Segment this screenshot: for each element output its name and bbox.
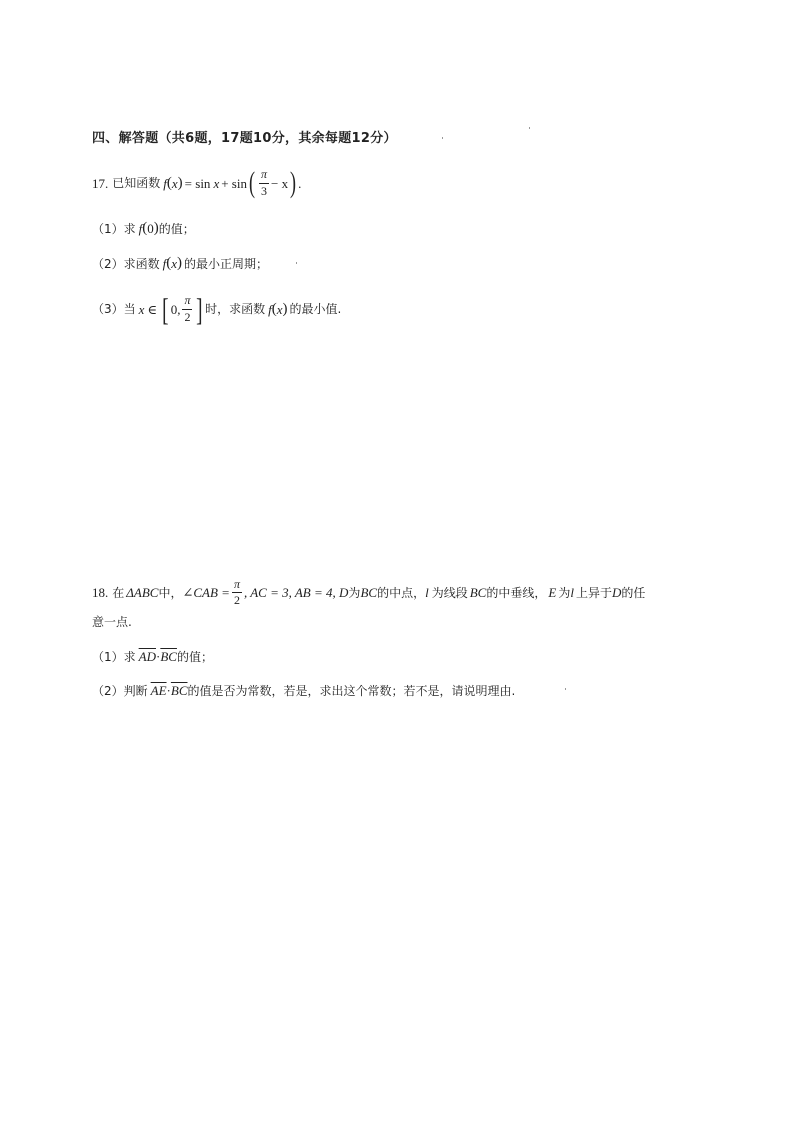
q18-text-5: 的中点， bbox=[377, 585, 426, 600]
q17-part2-label: （2）求函数 bbox=[92, 256, 160, 271]
q18-frac-pi-2: $\frac{\pi}{2}$ bbox=[233, 577, 240, 608]
q18-text-1: 在 bbox=[112, 585, 125, 600]
q17-frac-pi-2: $\frac{\pi}{2}$ bbox=[184, 293, 191, 324]
q18-number: 18. bbox=[92, 585, 109, 601]
q18-text-9: 上异于 bbox=[575, 585, 612, 600]
q17-part1-label: （1）求 bbox=[92, 221, 136, 236]
q18-stem-line2 bbox=[92, 616, 132, 628]
q18-line2-text: 意一点. bbox=[92, 615, 132, 629]
q18-part2 bbox=[92, 684, 515, 697]
q17-part3 bbox=[92, 293, 341, 325]
q18-text-8: 为 bbox=[558, 585, 571, 600]
q17-part1-expr: f ( 0 ) bbox=[138, 220, 159, 236]
q17-frac-pi-3: $\frac{\pi}{3}$ bbox=[260, 167, 267, 198]
q18-l-1: l bbox=[425, 585, 429, 601]
q17-stem bbox=[92, 168, 301, 198]
q18-text-10: 的任 bbox=[621, 585, 646, 600]
q18-d: D bbox=[611, 585, 622, 601]
q18-text-2: 中， bbox=[158, 585, 183, 600]
q18-bc-2: BC bbox=[469, 585, 487, 601]
q17-part3-interval: x ∈ [ 0, $\frac{\pi}{2}$ ] bbox=[138, 291, 203, 327]
q18-conditions: ∠CAB = $\frac{\pi}{2}$ , AC = 3, AB = 4, D bbox=[182, 577, 349, 608]
q17-part3-tail: 的最小值. bbox=[289, 302, 342, 316]
q18-text-6: 为线段 bbox=[431, 585, 468, 600]
q18-part1-tail: 的值； bbox=[176, 649, 213, 664]
q18-text-7: 的中垂线， bbox=[486, 585, 547, 600]
q17-stem-prefix: 已知函数 bbox=[112, 176, 161, 190]
q18-text-4: 为 bbox=[348, 585, 361, 600]
q17-part3-mid: 时，求函数 bbox=[205, 302, 266, 316]
q18-part1-label: （1）求 bbox=[92, 649, 136, 664]
q17-number: 17. bbox=[92, 175, 109, 191]
q18-e: E bbox=[548, 585, 557, 601]
q17-part1 bbox=[92, 221, 195, 236]
q18-triangle: ΔABC bbox=[126, 585, 159, 601]
q17-part2-expr: f ( x ) bbox=[162, 255, 183, 271]
scan-mark bbox=[565, 688, 566, 690]
q18-stem-line1 bbox=[92, 578, 645, 607]
q18-part2-label: （2）判断 bbox=[92, 683, 148, 698]
q18-part2-expr: $\overline{AE}$ · $\overline{BC}$ bbox=[150, 683, 188, 698]
q18-part1-expr: $\overline{AD}$ · $\overline{BC}$ bbox=[138, 649, 177, 664]
q17-part2-tail: 的最小正周期； bbox=[184, 256, 269, 271]
section-title-text: 四、解答题（共6题，17题10分，其余每题12分） bbox=[92, 131, 397, 146]
q17-part3-label: （3）当 bbox=[92, 302, 136, 316]
q17-part3-expr: f ( x ) bbox=[268, 300, 288, 317]
scan-mark bbox=[296, 262, 297, 264]
scan-mark bbox=[529, 127, 530, 129]
q18-part2-tail: 的值是否为常数，若是，求出这个常数；若不是，请说明理由. bbox=[187, 683, 516, 698]
q17-part1-tail: 的值； bbox=[158, 221, 195, 236]
q17-function-def: f ( x ) = sin x + sin ( $\frac{\pi}{3}$ − x ) . bbox=[163, 166, 302, 199]
scan-mark bbox=[442, 137, 443, 139]
q17-part2 bbox=[92, 256, 268, 271]
section-title bbox=[92, 132, 397, 145]
q18-part1 bbox=[92, 650, 213, 663]
q18-l-2: l bbox=[570, 585, 574, 601]
q18-bc-1: BC bbox=[360, 585, 378, 601]
